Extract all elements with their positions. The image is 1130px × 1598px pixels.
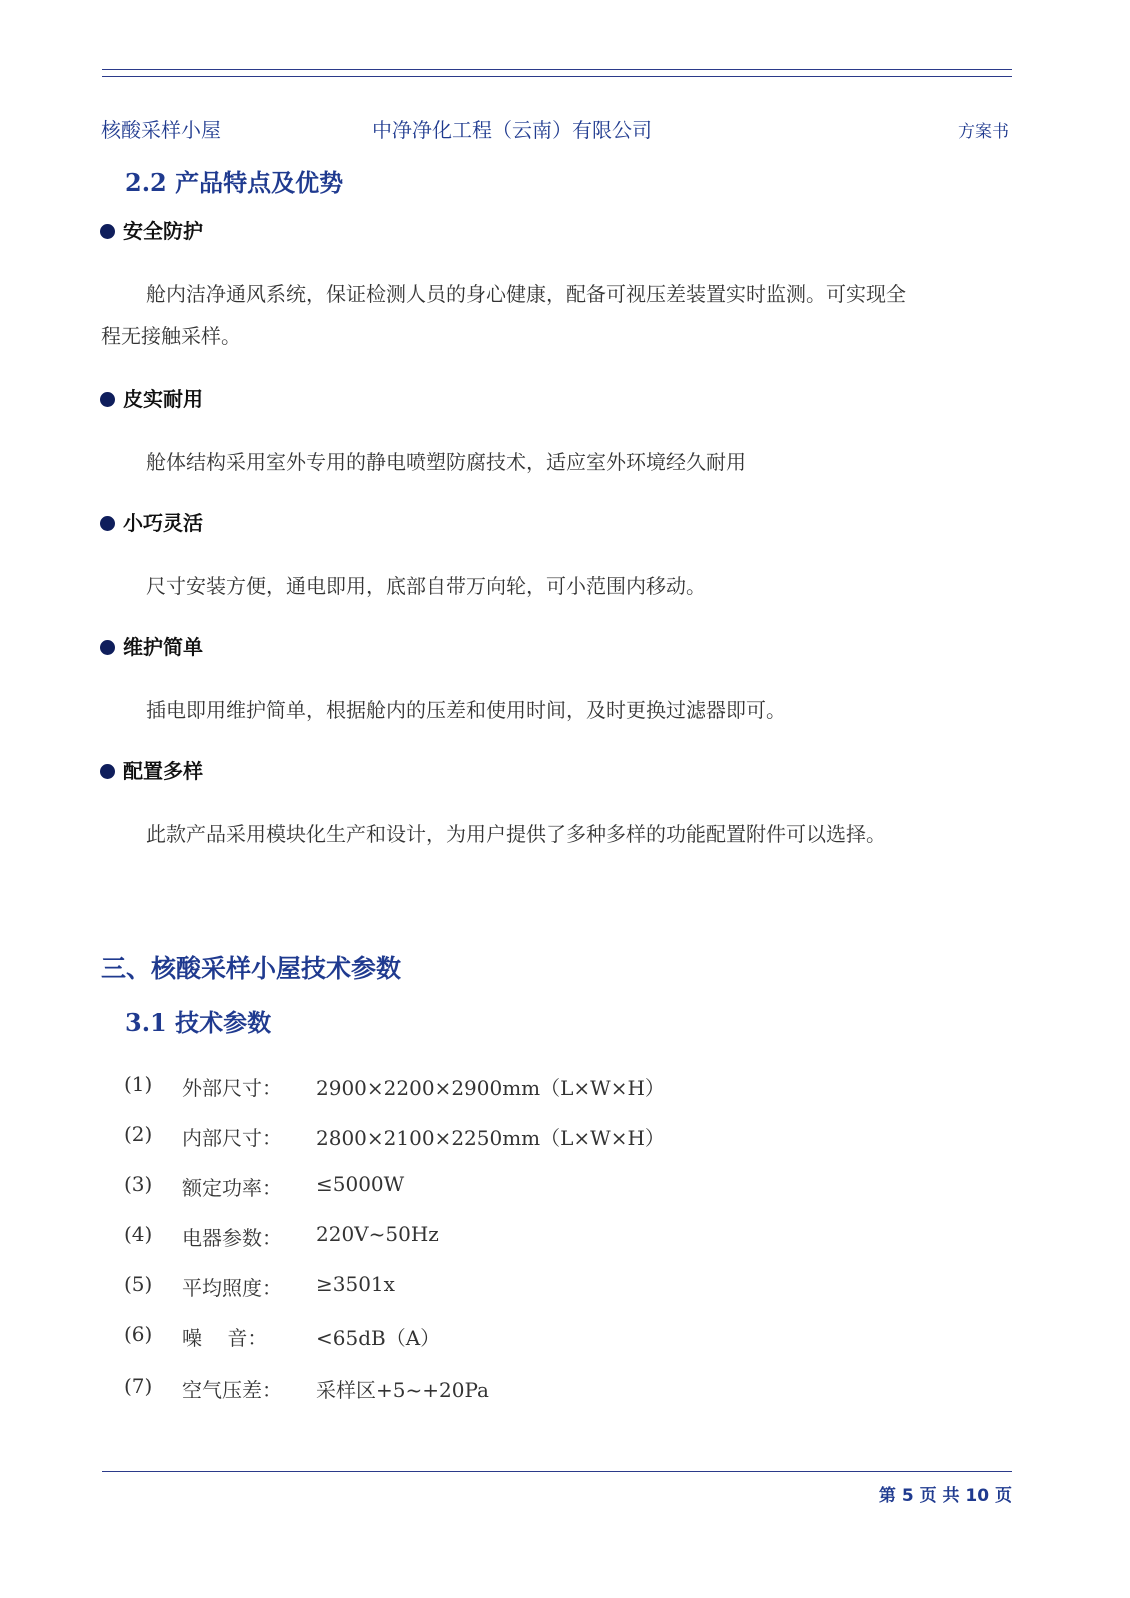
feature-paragraph: 程无接触采样。 xyxy=(101,324,241,348)
spec-value: ≤5000W xyxy=(316,1172,405,1196)
section-heading-2-2: 2.2 产品特点及优势 xyxy=(125,168,344,197)
header-rule-bottom xyxy=(102,76,1012,77)
header-company: 中净净化工程（云南）有限公司 xyxy=(372,118,652,142)
feature-heading xyxy=(100,631,203,660)
feature-title: 配置多样 xyxy=(123,759,203,783)
bullet-icon xyxy=(100,516,115,531)
page-number: 第 5 页 共 10 页 xyxy=(878,1486,1012,1506)
feature-title: 安全防护 xyxy=(123,219,203,243)
spec-number: (7) xyxy=(124,1374,153,1398)
spec-label: 内部尺寸： xyxy=(182,1126,282,1150)
spec-value: 220V~50Hz xyxy=(316,1222,439,1246)
spec-value: 2900×2200×2900mm（L×W×H） xyxy=(316,1076,665,1100)
feature-paragraph: 此款产品采用模块化生产和设计，为用户提供了多种多样的功能配置附件可以选择。 xyxy=(146,822,886,846)
footer-rule xyxy=(102,1471,1012,1472)
bullet-icon xyxy=(100,224,115,239)
spec-number: (2) xyxy=(124,1122,153,1146)
feature-heading xyxy=(100,215,203,244)
header-rule-top xyxy=(102,69,1012,70)
feature-title: 小巧灵活 xyxy=(123,511,203,535)
feature-paragraph: 舱体结构采用室外专用的静电喷塑防腐技术，适应室外环境经久耐用 xyxy=(146,450,746,474)
bullet-icon xyxy=(100,764,115,779)
section-heading-3: 三、核酸采样小屋技术参数 xyxy=(101,954,402,983)
spec-value: ≥3501x xyxy=(316,1272,395,1296)
feature-heading xyxy=(100,383,203,412)
spec-number: (3) xyxy=(124,1172,153,1196)
feature-title: 维护简单 xyxy=(123,635,203,659)
feature-paragraph: 舱内洁净通风系统，保证检测人员的身心健康，配备可视压差装置实时监测。可实现全 xyxy=(146,282,906,306)
feature-paragraph: 插电即用维护简单，根据舱内的压差和使用时间，及时更换过滤器即可。 xyxy=(146,698,786,722)
feature-heading xyxy=(100,507,203,536)
feature-title: 皮实耐用 xyxy=(123,387,203,411)
bullet-icon xyxy=(100,392,115,407)
bullet-icon xyxy=(100,640,115,655)
spec-label: 噪 音： xyxy=(182,1326,268,1350)
spec-label: 外部尺寸： xyxy=(182,1076,282,1100)
spec-value: 2800×2100×2250mm（L×W×H） xyxy=(316,1126,665,1150)
feature-paragraph: 尺寸安装方便，通电即用，底部自带万向轮，可小范围内移动。 xyxy=(146,574,706,598)
feature-heading xyxy=(100,755,203,784)
spec-number: (1) xyxy=(124,1072,153,1096)
spec-label: 空气压差： xyxy=(182,1378,282,1402)
spec-value: 采样区+5~+20Pa xyxy=(316,1378,489,1402)
header-doc-title: 核酸采样小屋 xyxy=(101,118,221,142)
header-doc-type: 方案书 xyxy=(958,122,1009,142)
spec-label: 额定功率： xyxy=(182,1176,282,1200)
section-heading-3-1: 3.1 技术参数 xyxy=(125,1008,272,1037)
spec-label: 平均照度： xyxy=(182,1276,282,1300)
spec-number: (6) xyxy=(124,1322,153,1346)
spec-value: <65dB（A） xyxy=(316,1326,441,1350)
spec-number: (5) xyxy=(124,1272,153,1296)
spec-label: 电器参数： xyxy=(182,1226,282,1250)
spec-number: (4) xyxy=(124,1222,153,1246)
